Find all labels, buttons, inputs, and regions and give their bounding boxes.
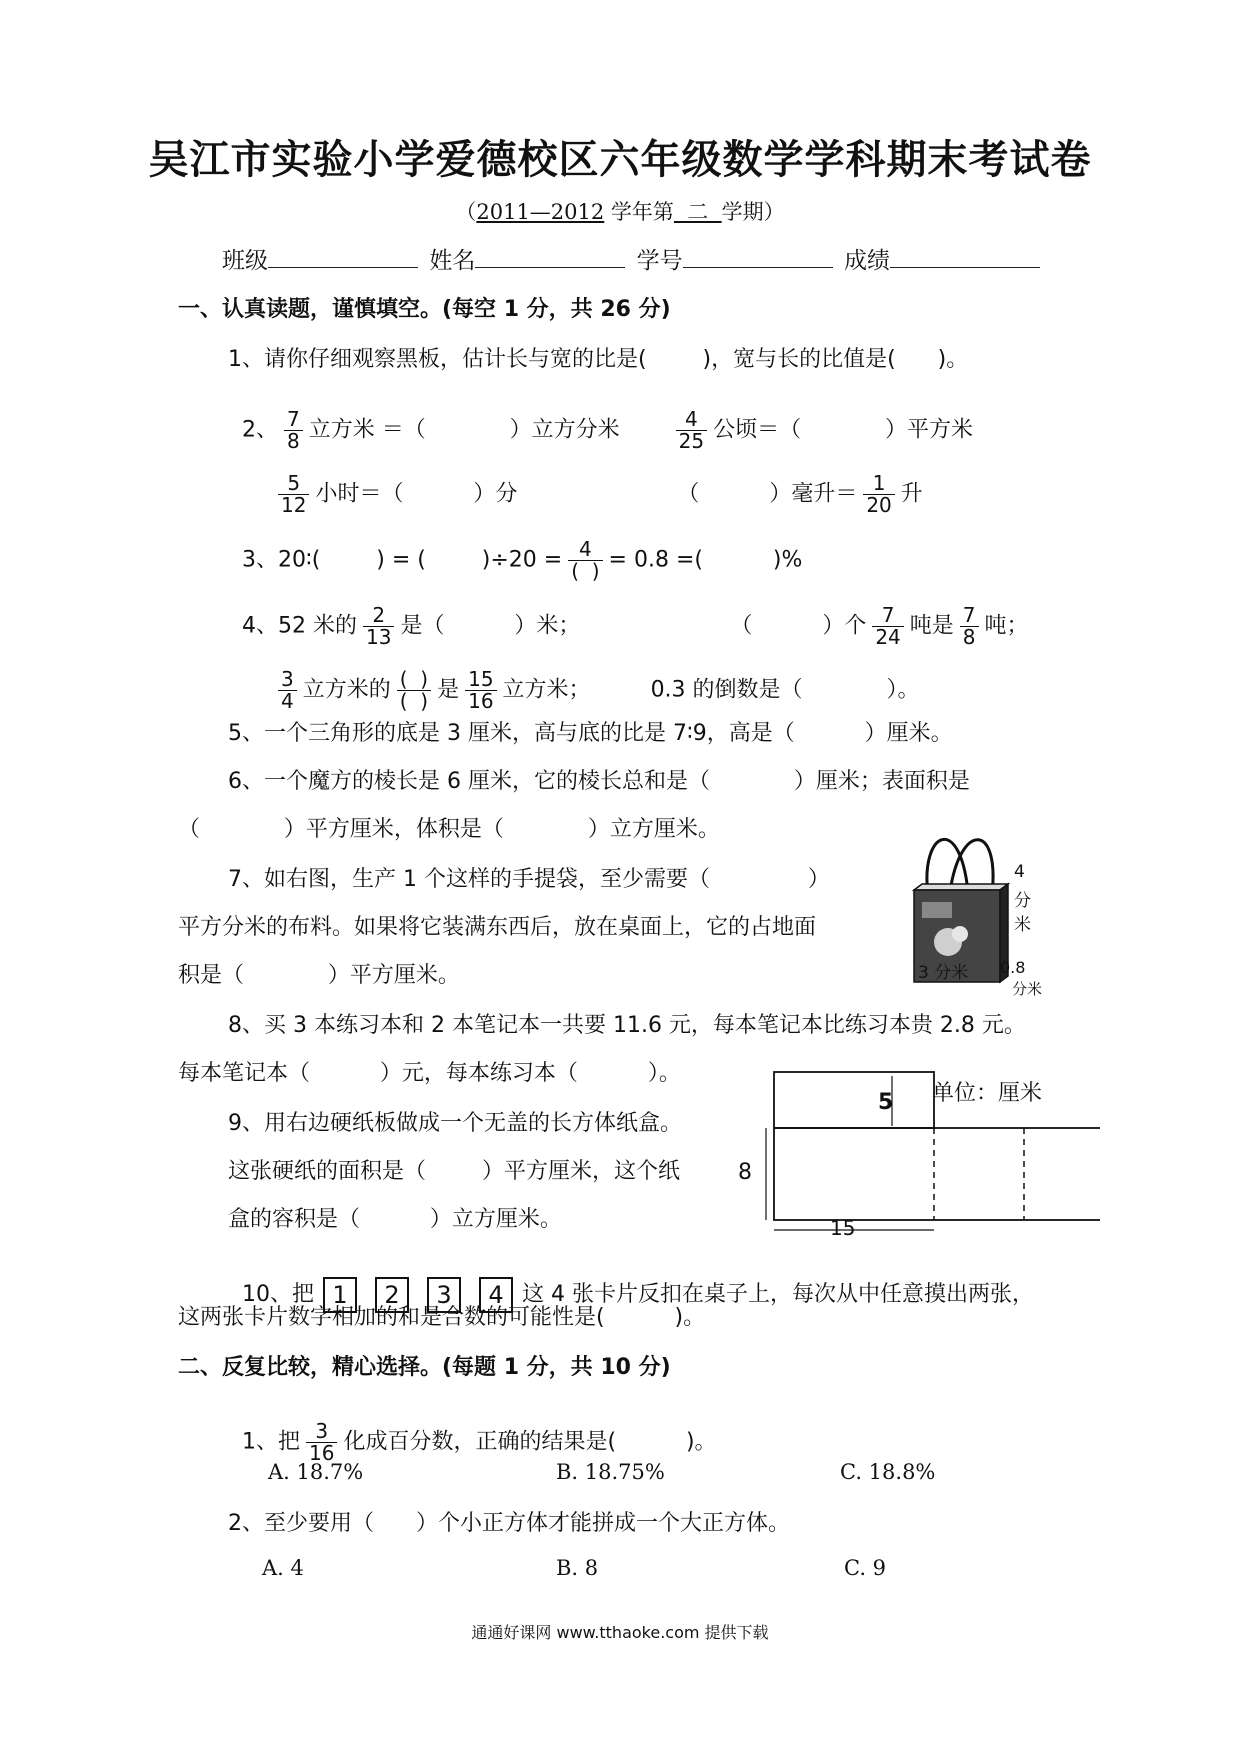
net-dimension-8: 8 [738, 1160, 752, 1185]
question-2-1: 1、把 $\frac{3}{16}$ 化成百分数，正确的结果是( )。 [242, 1419, 717, 1465]
q2-text3: 小时＝（ ）分 [315, 481, 518, 507]
question-1-6a: 6、一个魔方的棱长是 6 厘米，它的棱长总和是（ ）厘米；表面积是 [228, 769, 970, 794]
bag-height-unit1: 分 [1014, 891, 1031, 911]
question-1-7c: 积是（ ）平方厘米。 [178, 963, 460, 988]
q2-text4: （ ）毫升＝ [677, 481, 858, 507]
score-field[interactable] [890, 245, 1040, 268]
bag-height-value: 4 [1014, 862, 1025, 882]
section2-heading: 二、反复比较，精心选择。(每题 1 分，共 10 分) [178, 1355, 671, 1380]
name-field[interactable] [475, 245, 625, 268]
fraction: $\frac{7}{8}$ [284, 409, 303, 452]
fraction: $\frac{2}{13}$ [363, 605, 394, 648]
question-1-7a: 7、如右图，生产 1 个这样的手提袋，至少需要（ ） [228, 867, 830, 892]
footer-credit: 通通好课网 www.tthaoke.com 提供下载 [471, 1623, 769, 1642]
school-years: 2011—2012 [476, 200, 605, 224]
question-1-3: 3、20∶( ) = ( )÷20 = $\frac{4}{( )}$ = 0.8 =( )% [242, 537, 803, 583]
term-number: 二 [673, 200, 722, 224]
fraction: $\frac{3}{4}$ [278, 669, 297, 712]
student-info-line [222, 242, 1044, 275]
question-1-9c: 盒的容积是（ ）立方厘米。 [228, 1207, 562, 1232]
box-net-diagram [760, 1066, 1100, 1238]
option-2-1-c[interactable]: C. 18.8% [840, 1460, 936, 1484]
card-2: 2 [375, 1277, 409, 1313]
fraction: $\frac{4}{25}$ [676, 409, 707, 452]
fraction: $\frac{15}{16}$ [465, 669, 496, 712]
question-1-10a: 10、把 1 2 3 4 这 4 张卡片反扣在桌子上，每次从中任意摸出两张， [228, 1252, 1034, 1313]
fraction: $\frac{7}{8}$ [960, 605, 979, 648]
page-title: 吴江市实验小学爱德校区六年级数学学科期末考试卷 [148, 137, 1092, 183]
option-2-1-a[interactable]: A. 18.7% [268, 1460, 364, 1484]
class-label: 班级 [222, 248, 268, 274]
option-2-1-b[interactable]: B. 18.75% [556, 1460, 665, 1484]
sub-open: （ [455, 200, 477, 224]
bag-depth-value: 0.8 [1000, 958, 1026, 977]
question-1-2a [228, 384, 973, 452]
option-2-2-b[interactable]: B. 8 [556, 1556, 599, 1580]
option-2-2-c[interactable]: C. 9 [844, 1556, 887, 1580]
q2-prefix: 2、 [242, 417, 278, 443]
fraction: $\frac{5}{12}$ [278, 473, 309, 516]
question-1-10b: 这两张卡片数字相加的和是合数的可能性是( )。 [178, 1305, 706, 1330]
question-1-1: 1、请你仔细观察黑板，估计长与宽的比是( )，宽与长的比值是( )。 [228, 347, 969, 372]
section1-heading: 一、认真读题，谨慎填空。(每空 1 分，共 26 分) [178, 297, 671, 322]
name-label: 姓名 [429, 248, 476, 274]
option-2-2-a[interactable]: A. 4 [262, 1556, 304, 1580]
question-1-2b [258, 448, 923, 516]
fraction: $\frac{4}{( )}$ [568, 539, 602, 582]
sub-close: 学期） [721, 200, 785, 224]
id-field[interactable] [683, 245, 833, 268]
bag-depth-unit: 分米 [1012, 980, 1043, 998]
question-1-8a: 8、买 3 本练习本和 2 本笔记本一共要 11.6 元，每本笔记本比练习本贵 2.8 元。 [228, 1013, 1026, 1038]
q2-text2: 公顷＝（ ）平方米 [713, 417, 974, 443]
school-year-line [0, 196, 1240, 226]
bag-width-label: 3 分米 [918, 963, 969, 983]
question-1-6b: （ ）平方厘米，体积是（ ）立方厘米。 [178, 817, 720, 842]
fraction: $\frac{1}{20}$ [863, 473, 894, 516]
question-1-8b: 每本笔记本（ ）元，每本练习本（ ）。 [178, 1061, 681, 1086]
question-1-9b: 这张硬纸的面积是（ ）平方厘米，这个纸 [228, 1159, 680, 1184]
bag-height-unit2: 米 [1014, 915, 1031, 935]
net-unit-label: 单位：厘米 [932, 1081, 1043, 1106]
fraction: $\frac{3}{16}$ [306, 1421, 337, 1464]
id-label: 学号 [636, 248, 683, 274]
question-2-2: 2、至少要用（ ）个小正方体才能拼成一个大正方体。 [228, 1511, 790, 1536]
class-field[interactable] [268, 245, 418, 268]
question-1-5: 5、一个三角形的底是 3 厘米，高与底的比是 7∶9，高是（ ）厘米。 [228, 721, 953, 746]
net-dimension-15: 15 [830, 1216, 856, 1240]
fraction: $\frac{7}{24}$ [872, 605, 903, 648]
q2-text1: 立方米 ＝（ ）立方分米 [308, 417, 620, 443]
question-1-4b: $\frac{3}{4}$ 立方米的 $\frac{( )}{( )}$ 是 $\frac{15}{16}$ 立方米； 0.3 的倒数是（ ）。 [258, 644, 919, 712]
question-1-7b: 平方分米的布料。如果将它装满东西后，放在桌面上，它的占地面 [178, 915, 817, 940]
fraction: $\frac{( )}{( )}$ [397, 669, 431, 712]
net-dimension-5: 5 [878, 1090, 894, 1115]
sub-mid: 学年第 [604, 200, 674, 224]
card-3: 3 [427, 1277, 461, 1313]
score-label: 成绩 [843, 248, 890, 274]
q2-text5: 升 [900, 481, 923, 507]
question-1-4a: 4、52 米的 $\frac{2}{13}$ 是（ ）米； （ ）个 $\frac{7}{24}$ 吨是 $\frac{7}{8}$ 吨； [242, 603, 1029, 649]
question-1-9a: 9、用右边硬纸板做成一个无盖的长方体纸盒。 [228, 1111, 682, 1136]
card-1: 1 [323, 1277, 357, 1313]
card-4: 4 [479, 1277, 513, 1313]
